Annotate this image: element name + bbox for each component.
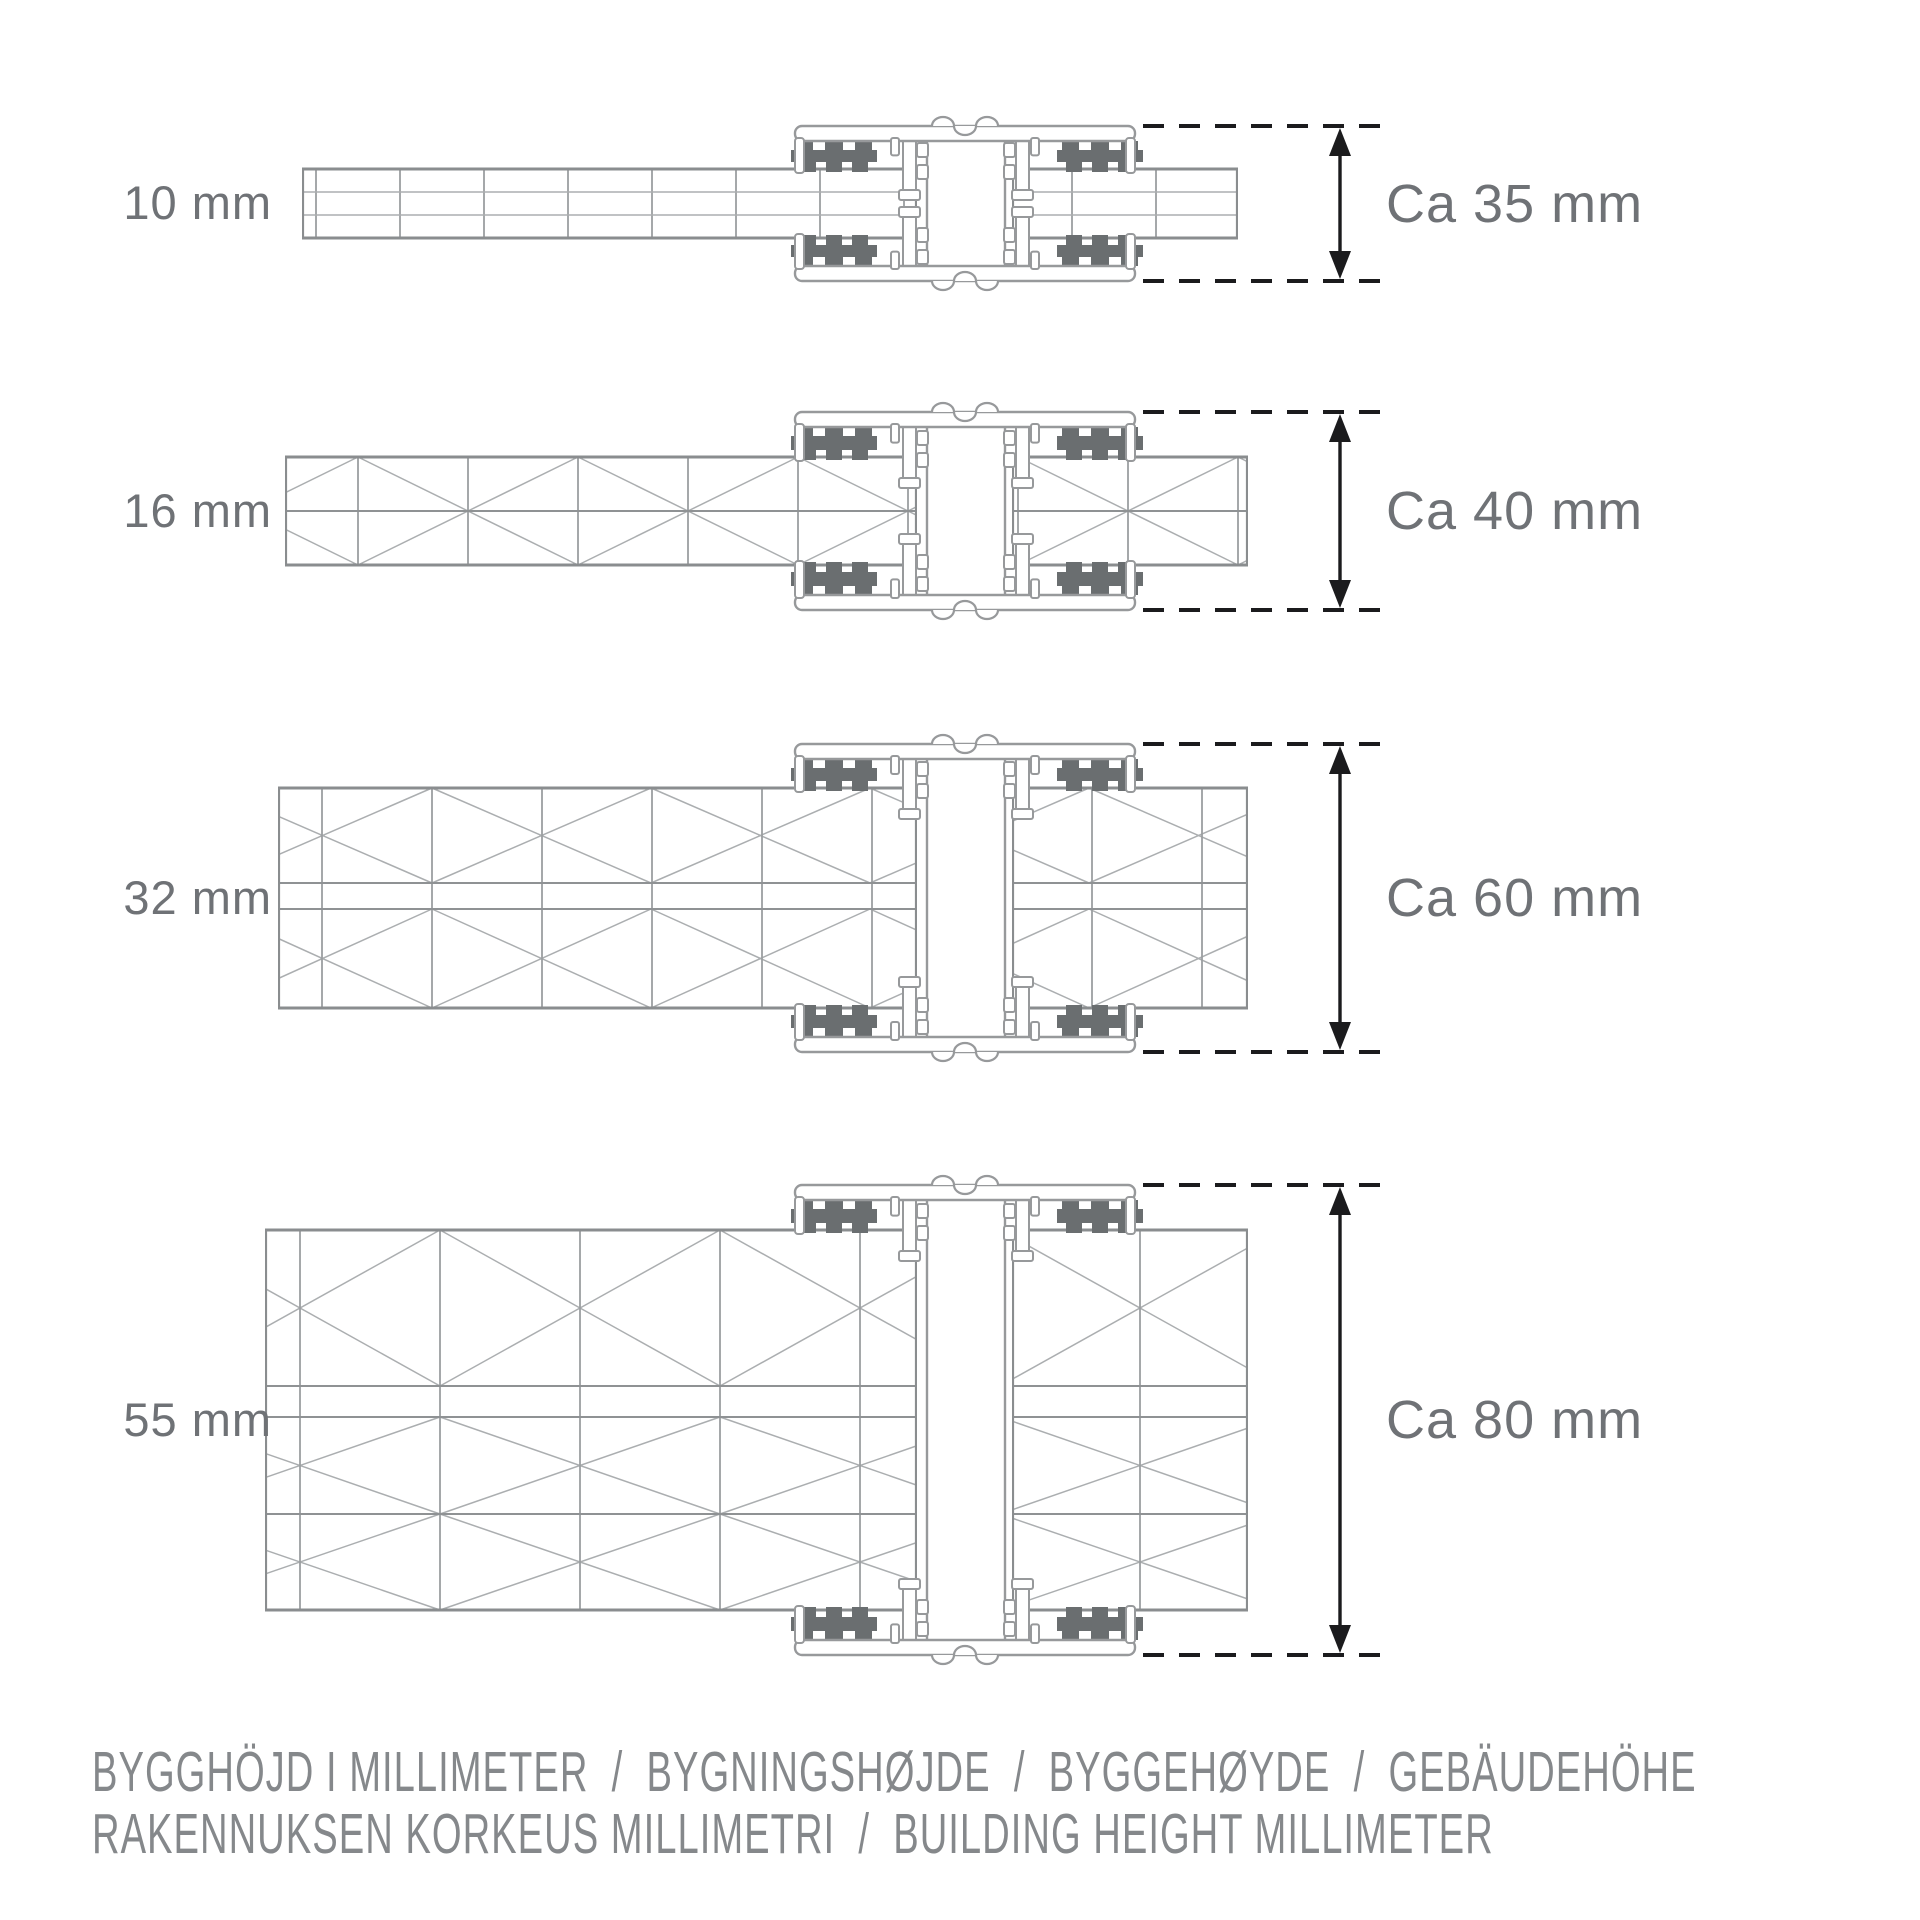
- height-dimension-label-row3: Ca 60 mm: [1386, 868, 1644, 928]
- height-dimension-arrow-row3: [1329, 746, 1351, 1050]
- height-dimension-arrow-row2: [1329, 414, 1351, 608]
- footer-caption-line1: BYGGHÖJD I MILLIMETER / BYGNINGSHØJDE / BYGGEHØYDE / GEBÄUDEHÖHE: [92, 1740, 1697, 1804]
- footer-caption-line2: RAKENNUKSEN KORKEUS MILLIMETRI / BUILDING HEIGHT MILLIMETER: [92, 1802, 1494, 1866]
- height-dimension-label-row1: Ca 35 mm: [1386, 174, 1644, 234]
- height-dimension-label-row4: Ca 80 mm: [1386, 1390, 1644, 1450]
- thickness-label-row1: 10 mm: [123, 176, 272, 229]
- height-dimension-arrow-row4: [1329, 1187, 1351, 1653]
- height-dimension-arrow-row1: [1329, 128, 1351, 279]
- joint-profile-row1: [791, 117, 1143, 290]
- panel-cross-section-row1: [148, 169, 1241, 238]
- joint-profile-row3: [791, 735, 1143, 1061]
- joint-profile-row4: [791, 1176, 1143, 1664]
- height-dimension-label-row2: Ca 40 mm: [1386, 481, 1644, 541]
- dimension-extension-lines-row3: [1143, 744, 1380, 1052]
- thickness-label-row4: 55 mm: [123, 1393, 272, 1446]
- thickness-label-row3: 32 mm: [123, 871, 272, 924]
- thickness-label-row2: 16 mm: [123, 484, 272, 537]
- dimension-extension-lines-row4: [1143, 1185, 1380, 1655]
